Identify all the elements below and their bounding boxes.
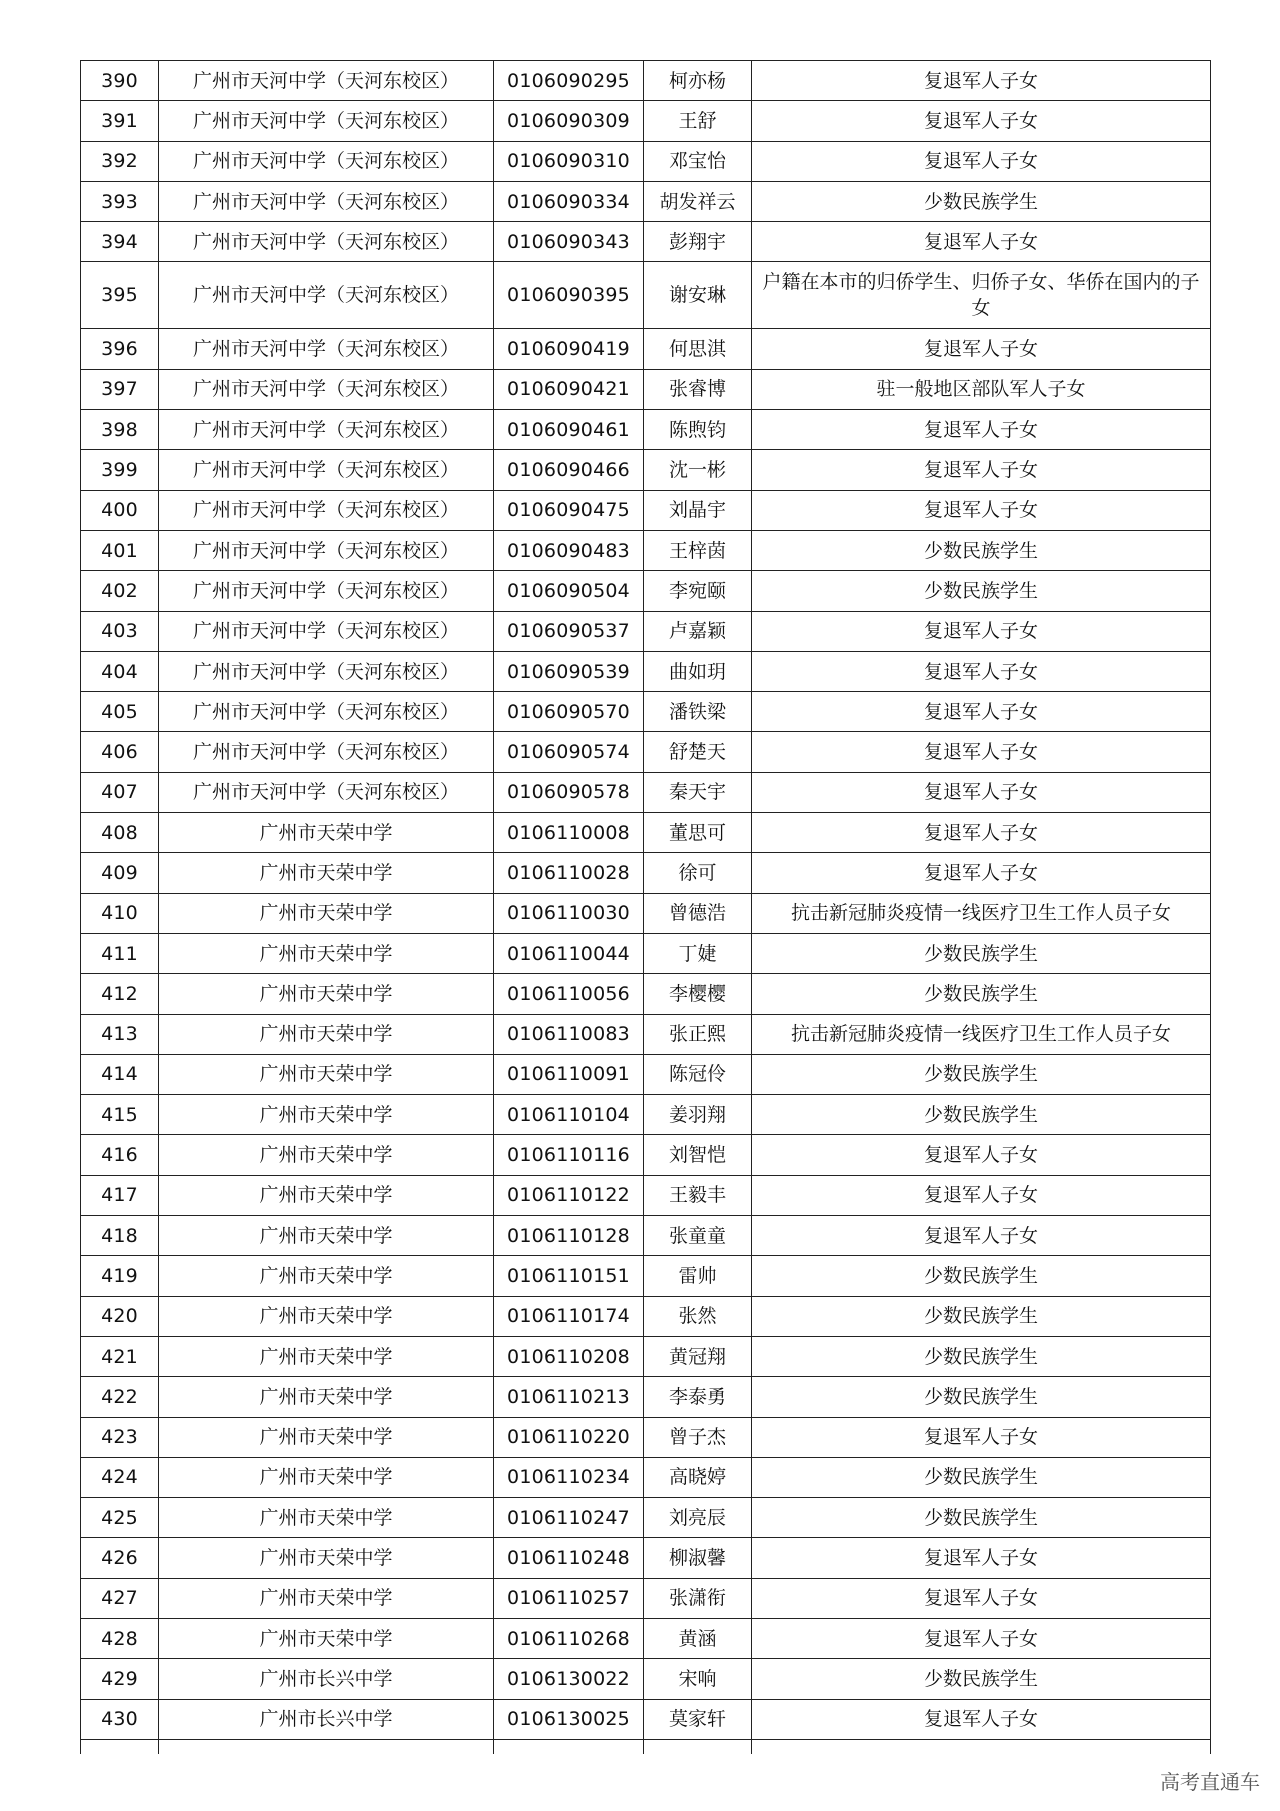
school-name-cell: 广州市天荣中学	[159, 974, 494, 1014]
row-number-cell: 406	[81, 732, 159, 772]
category-cell: 复退军人子女	[752, 222, 1211, 262]
table-row	[81, 1538, 1211, 1578]
row-number-cell: 418	[81, 1216, 159, 1256]
school-name-cell: 广州市天荣中学	[159, 1578, 494, 1618]
student-name-cell: 潘铁梁	[644, 692, 752, 732]
student-id-cell: 0106090419	[494, 329, 644, 369]
category-cell: 抗击新冠肺炎疫情一线医疗卫生工作人员子女	[752, 893, 1211, 933]
category-cell: 少数民族学生	[752, 530, 1211, 570]
student-id-cell: 0106110008	[494, 813, 644, 853]
student-id-cell: 0106090395	[494, 262, 644, 329]
category-cell: 驻一般地区部队军人子女	[752, 369, 1211, 409]
student-id-cell: 0106090475	[494, 490, 644, 530]
student-name-cell: 谢安琳	[644, 262, 752, 329]
table-row	[81, 1578, 1211, 1618]
category-cell: 复退军人子女	[752, 853, 1211, 893]
student-name-cell: 沈一彬	[644, 450, 752, 490]
row-number-cell: 425	[81, 1498, 159, 1538]
table-row	[81, 1216, 1211, 1256]
student-id-cell: 0106090295	[494, 61, 644, 101]
student-id-cell: 0106110247	[494, 1498, 644, 1538]
student-id-cell: 0106110028	[494, 853, 644, 893]
table-row	[81, 1336, 1211, 1376]
row-number-cell: 416	[81, 1135, 159, 1175]
school-name-cell: 广州市天荣中学	[159, 813, 494, 853]
school-name-cell: 广州市天河中学（天河东校区）	[159, 410, 494, 450]
category-cell: 复退军人子女	[752, 1417, 1211, 1457]
student-id-cell: 0106090310	[494, 141, 644, 181]
student-id-cell: 0106090343	[494, 222, 644, 262]
category-cell: 少数民族学生	[752, 933, 1211, 973]
row-number-cell: 422	[81, 1377, 159, 1417]
category-cell: 户籍在本市的归侨学生、归侨子女、华侨在国内的子女	[752, 262, 1211, 329]
student-id-cell: 0106110257	[494, 1578, 644, 1618]
school-name-cell: 广州市天荣中学	[159, 893, 494, 933]
category-cell: 复退军人子女	[752, 1135, 1211, 1175]
school-name-cell: 广州市天荣中学	[159, 1457, 494, 1497]
table-row	[81, 1054, 1211, 1094]
school-name-cell: 广州市长兴中学	[159, 1699, 494, 1739]
student-name-cell: 丁婕	[644, 933, 752, 973]
student-id-cell: 0106130022	[494, 1659, 644, 1699]
table-row	[81, 530, 1211, 570]
table-row	[81, 893, 1211, 933]
student-name-cell: 李泰勇	[644, 1377, 752, 1417]
row-number-cell: 390	[81, 61, 159, 101]
row-number-cell: 407	[81, 772, 159, 812]
category-cell: 复退军人子女	[752, 490, 1211, 530]
school-name-cell: 广州市天荣中学	[159, 1256, 494, 1296]
student-id-cell: 0106090574	[494, 732, 644, 772]
student-id-cell: 0106090309	[494, 101, 644, 141]
category-cell: 复退军人子女	[752, 1578, 1211, 1618]
row-number-cell: 401	[81, 530, 159, 570]
row-number-cell: 423	[81, 1417, 159, 1457]
student-id-cell: 0106110122	[494, 1175, 644, 1215]
table-row	[81, 1296, 1211, 1336]
student-name-cell: 张潇衔	[644, 1578, 752, 1618]
school-name-cell: 广州市长兴中学	[159, 1659, 494, 1699]
category-cell: 少数民族学生	[752, 1377, 1211, 1417]
row-number-cell: 396	[81, 329, 159, 369]
row-number-cell: 424	[81, 1457, 159, 1497]
student-id-cell: 0106090539	[494, 651, 644, 691]
row-number-cell: 399	[81, 450, 159, 490]
school-name-cell: 广州市天河中学（天河东校区）	[159, 772, 494, 812]
school-name-cell: 广州市天荣中学	[159, 933, 494, 973]
table-row	[81, 1699, 1211, 1739]
student-id-cell: 0106130025	[494, 1699, 644, 1739]
school-name-cell: 广州市天河中学（天河东校区）	[159, 571, 494, 611]
student-name-cell: 陈煦钧	[644, 410, 752, 450]
student-name-cell: 曾子杰	[644, 1417, 752, 1457]
student-id-cell: 0106110213	[494, 1377, 644, 1417]
table-row	[81, 1457, 1211, 1497]
student-name-cell: 陈冠伶	[644, 1054, 752, 1094]
student-name-cell: 莫家轩	[644, 1699, 752, 1739]
school-name-cell: 广州市天河中学（天河东校区）	[159, 262, 494, 329]
table-row	[81, 1659, 1211, 1699]
school-name-cell: 广州市天荣中学	[159, 1135, 494, 1175]
student-name-cell: 姜羽翔	[644, 1095, 752, 1135]
student-id-cell: 0106110174	[494, 1296, 644, 1336]
student-id-cell: 0106090578	[494, 772, 644, 812]
category-cell: 复退军人子女	[752, 813, 1211, 853]
student-id-cell: 0106110104	[494, 1095, 644, 1135]
row-number-cell: 420	[81, 1296, 159, 1336]
student-id-cell: 0106090421	[494, 369, 644, 409]
student-id-cell: 0106090461	[494, 410, 644, 450]
row-number-cell: 414	[81, 1054, 159, 1094]
student-name-cell: 宋响	[644, 1659, 752, 1699]
category-cell: 复退军人子女	[752, 410, 1211, 450]
student-name-cell: 舒楚天	[644, 732, 752, 772]
school-name-cell: 广州市天荣中学	[159, 1014, 494, 1054]
student-id-cell: 0106110268	[494, 1618, 644, 1658]
school-name-cell: 广州市天河中学（天河东校区）	[159, 732, 494, 772]
school-name-cell: 广州市天河中学（天河东校区）	[159, 369, 494, 409]
school-name-cell: 广州市天荣中学	[159, 853, 494, 893]
student-name-cell: 王梓茵	[644, 530, 752, 570]
school-name-cell: 广州市天荣中学	[159, 1336, 494, 1376]
table-row	[81, 450, 1211, 490]
student-name-cell: 邓宝怡	[644, 141, 752, 181]
table-row	[81, 329, 1211, 369]
category-cell: 少数民族学生	[752, 571, 1211, 611]
row-number-cell: 417	[81, 1175, 159, 1215]
row-number-cell: 413	[81, 1014, 159, 1054]
school-name-cell: 广州市天河中学（天河东校区）	[159, 61, 494, 101]
row-number-cell: 412	[81, 974, 159, 1014]
student-name-cell: 张正熙	[644, 1014, 752, 1054]
row-number-cell: 419	[81, 1256, 159, 1296]
student-name-cell: 刘智恺	[644, 1135, 752, 1175]
student-name-cell: 雷帅	[644, 1256, 752, 1296]
student-id-cell: 0106110083	[494, 1014, 644, 1054]
row-number-cell: 427	[81, 1578, 159, 1618]
student-name-cell: 李樱樱	[644, 974, 752, 1014]
student-name-cell: 张童童	[644, 1216, 752, 1256]
table-row	[81, 974, 1211, 1014]
table-row	[81, 772, 1211, 812]
table-row	[81, 101, 1211, 141]
category-cell: 少数民族学生	[752, 1095, 1211, 1135]
school-name-cell: 广州市天荣中学	[159, 1377, 494, 1417]
student-id-cell: 0106090570	[494, 692, 644, 732]
table-row	[81, 222, 1211, 262]
category-cell: 少数民族学生	[752, 1457, 1211, 1497]
student-name-cell: 董思可	[644, 813, 752, 853]
row-number-cell: 392	[81, 141, 159, 181]
category-cell: 少数民族学生	[752, 1054, 1211, 1094]
table-row	[81, 1256, 1211, 1296]
row-number-cell: 429	[81, 1659, 159, 1699]
empty-cell	[494, 1739, 644, 1754]
category-cell: 复退军人子女	[752, 692, 1211, 732]
category-cell: 复退军人子女	[752, 651, 1211, 691]
school-name-cell: 广州市天荣中学	[159, 1538, 494, 1578]
table-row	[81, 410, 1211, 450]
student-id-cell: 0106110151	[494, 1256, 644, 1296]
table-row	[81, 651, 1211, 691]
student-name-cell: 张然	[644, 1296, 752, 1336]
student-name-cell: 王舒	[644, 101, 752, 141]
category-cell: 少数民族学生	[752, 974, 1211, 1014]
row-number-cell: 398	[81, 410, 159, 450]
row-number-cell: 430	[81, 1699, 159, 1739]
table-row	[81, 692, 1211, 732]
row-number-cell: 397	[81, 369, 159, 409]
category-cell: 复退军人子女	[752, 611, 1211, 651]
roster-table	[80, 60, 1211, 1754]
student-id-cell: 0106110056	[494, 974, 644, 1014]
table-row	[81, 571, 1211, 611]
table-row	[81, 933, 1211, 973]
table-row	[81, 61, 1211, 101]
category-cell: 复退军人子女	[752, 1699, 1211, 1739]
category-cell: 少数民族学生	[752, 1296, 1211, 1336]
student-name-cell: 李宛颐	[644, 571, 752, 611]
table-row	[81, 181, 1211, 221]
school-name-cell: 广州市天河中学（天河东校区）	[159, 450, 494, 490]
school-name-cell: 广州市天荣中学	[159, 1296, 494, 1336]
row-number-cell: 411	[81, 933, 159, 973]
school-name-cell: 广州市天荣中学	[159, 1498, 494, 1538]
category-cell: 复退军人子女	[752, 141, 1211, 181]
table-row	[81, 490, 1211, 530]
student-name-cell: 徐可	[644, 853, 752, 893]
empty-cell	[159, 1739, 494, 1754]
school-name-cell: 广州市天荣中学	[159, 1216, 494, 1256]
category-cell: 复退军人子女	[752, 1538, 1211, 1578]
table-row	[81, 141, 1211, 181]
student-name-cell: 黄冠翔	[644, 1336, 752, 1376]
student-name-cell: 高晓婷	[644, 1457, 752, 1497]
student-name-cell: 曲如玥	[644, 651, 752, 691]
row-number-cell: 394	[81, 222, 159, 262]
table-row	[81, 813, 1211, 853]
category-cell: 复退军人子女	[752, 450, 1211, 490]
student-id-cell: 0106110128	[494, 1216, 644, 1256]
student-id-cell: 0106110248	[494, 1538, 644, 1578]
row-number-cell: 408	[81, 813, 159, 853]
row-number-cell: 395	[81, 262, 159, 329]
school-name-cell: 广州市天荣中学	[159, 1095, 494, 1135]
student-name-cell: 卢嘉颖	[644, 611, 752, 651]
empty-cell	[81, 1739, 159, 1754]
student-id-cell: 0106110091	[494, 1054, 644, 1094]
student-id-cell: 0106090537	[494, 611, 644, 651]
school-name-cell: 广州市天河中学（天河东校区）	[159, 329, 494, 369]
table-row	[81, 853, 1211, 893]
student-id-cell: 0106110234	[494, 1457, 644, 1497]
school-name-cell: 广州市天荣中学	[159, 1417, 494, 1457]
school-name-cell: 广州市天河中学（天河东校区）	[159, 611, 494, 651]
category-cell: 少数民族学生	[752, 1336, 1211, 1376]
table-row	[81, 1095, 1211, 1135]
student-id-cell: 0106090466	[494, 450, 644, 490]
category-cell: 复退军人子女	[752, 772, 1211, 812]
school-name-cell: 广州市天河中学（天河东校区）	[159, 692, 494, 732]
table-row	[81, 262, 1211, 329]
table-row	[81, 1175, 1211, 1215]
school-name-cell: 广州市天河中学（天河东校区）	[159, 141, 494, 181]
table-row	[81, 1135, 1211, 1175]
student-id-cell: 0106110208	[494, 1336, 644, 1376]
student-name-cell: 秦天宇	[644, 772, 752, 812]
table-row	[81, 1014, 1211, 1054]
student-name-cell: 彭翔宇	[644, 222, 752, 262]
row-number-cell: 391	[81, 101, 159, 141]
category-cell: 复退军人子女	[752, 1175, 1211, 1215]
category-cell: 少数民族学生	[752, 1256, 1211, 1296]
category-cell: 复退军人子女	[752, 61, 1211, 101]
table-continuation-row	[81, 1739, 1211, 1754]
row-number-cell: 404	[81, 651, 159, 691]
category-cell: 少数民族学生	[752, 1498, 1211, 1538]
category-cell: 复退军人子女	[752, 1216, 1211, 1256]
school-name-cell: 广州市天河中学（天河东校区）	[159, 530, 494, 570]
category-cell: 抗击新冠肺炎疫情一线医疗卫生工作人员子女	[752, 1014, 1211, 1054]
school-name-cell: 广州市天河中学（天河东校区）	[159, 222, 494, 262]
table-row	[81, 369, 1211, 409]
student-id-cell: 0106090483	[494, 530, 644, 570]
table-row	[81, 1417, 1211, 1457]
student-name-cell: 柯亦杨	[644, 61, 752, 101]
student-id-cell: 0106110220	[494, 1417, 644, 1457]
school-name-cell: 广州市天荣中学	[159, 1175, 494, 1215]
student-id-cell: 0106090504	[494, 571, 644, 611]
table-row	[81, 1498, 1211, 1538]
table-row	[81, 611, 1211, 651]
school-name-cell: 广州市天河中学（天河东校区）	[159, 490, 494, 530]
student-id-cell: 0106110044	[494, 933, 644, 973]
student-id-cell: 0106110030	[494, 893, 644, 933]
row-number-cell: 405	[81, 692, 159, 732]
row-number-cell: 403	[81, 611, 159, 651]
watermark: 高考直通车	[1160, 1770, 1260, 1794]
row-number-cell: 421	[81, 1336, 159, 1376]
row-number-cell: 402	[81, 571, 159, 611]
roster-body	[81, 61, 1211, 1754]
student-name-cell: 曾德浩	[644, 893, 752, 933]
category-cell: 复退军人子女	[752, 329, 1211, 369]
table-row	[81, 1618, 1211, 1658]
category-cell: 复退军人子女	[752, 101, 1211, 141]
category-cell: 复退军人子女	[752, 1618, 1211, 1658]
empty-cell	[644, 1739, 752, 1754]
school-name-cell: 广州市天河中学（天河东校区）	[159, 651, 494, 691]
student-name-cell: 黄涵	[644, 1618, 752, 1658]
student-name-cell: 何思淇	[644, 329, 752, 369]
school-name-cell: 广州市天荣中学	[159, 1054, 494, 1094]
student-name-cell: 柳淑馨	[644, 1538, 752, 1578]
student-name-cell: 刘亮辰	[644, 1498, 752, 1538]
category-cell: 复退军人子女	[752, 732, 1211, 772]
student-name-cell: 张睿博	[644, 369, 752, 409]
row-number-cell: 426	[81, 1538, 159, 1578]
student-id-cell: 0106110116	[494, 1135, 644, 1175]
row-number-cell: 400	[81, 490, 159, 530]
row-number-cell: 415	[81, 1095, 159, 1135]
row-number-cell: 410	[81, 893, 159, 933]
student-name-cell: 刘晶宇	[644, 490, 752, 530]
table-row	[81, 732, 1211, 772]
row-number-cell: 409	[81, 853, 159, 893]
school-name-cell: 广州市天河中学（天河东校区）	[159, 101, 494, 141]
category-cell: 少数民族学生	[752, 1659, 1211, 1699]
student-name-cell: 王毅丰	[644, 1175, 752, 1215]
school-name-cell: 广州市天河中学（天河东校区）	[159, 181, 494, 221]
table-row	[81, 1377, 1211, 1417]
student-id-cell: 0106090334	[494, 181, 644, 221]
student-name-cell: 胡发祥云	[644, 181, 752, 221]
row-number-cell: 393	[81, 181, 159, 221]
category-cell: 少数民族学生	[752, 181, 1211, 221]
school-name-cell: 广州市天荣中学	[159, 1618, 494, 1658]
empty-cell	[752, 1739, 1211, 1754]
row-number-cell: 428	[81, 1618, 159, 1658]
